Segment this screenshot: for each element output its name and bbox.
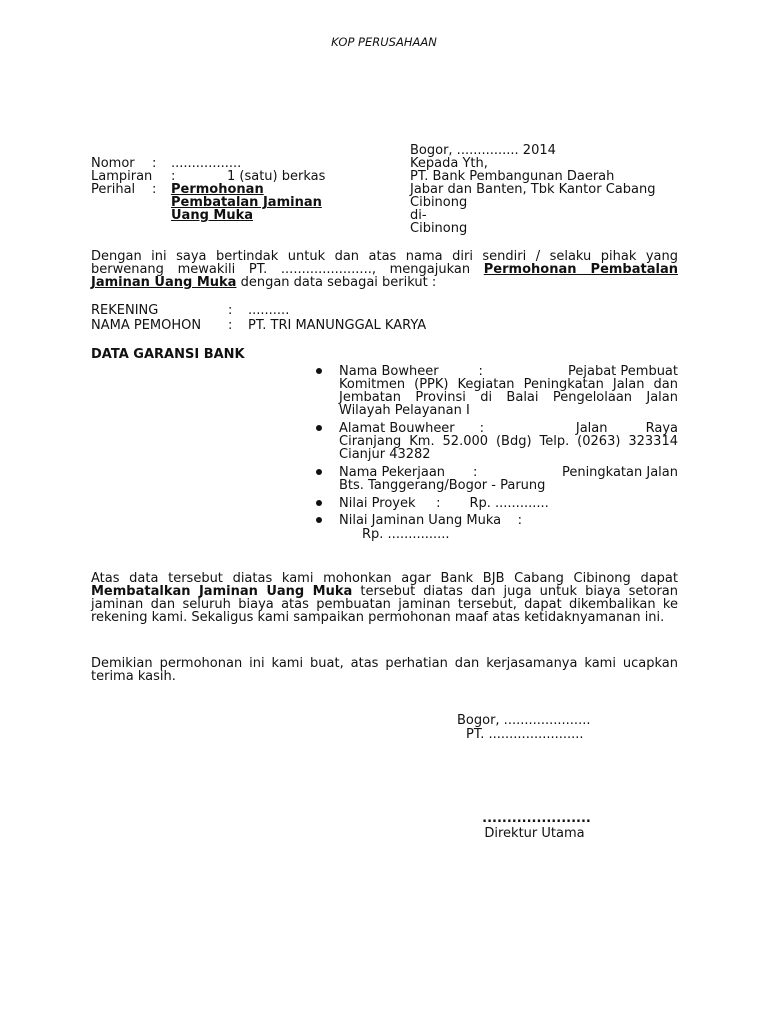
signature-city: Bogor, ..................... xyxy=(457,713,591,728)
intro-subject: Permohonan Pembatalan Jaminan Uang Muka xyxy=(91,262,678,290)
bowheer-separator: : xyxy=(478,364,483,379)
recipient-line: di- xyxy=(410,208,427,223)
request-text-end: tersebut diatas dan juga untuk biaya setoran jaminan dan seluruh biaya atas pembuatan jaminan tersebut, dapat dikembalikan ke rekening kami. Sekaligus kami sampaikan permohonan maaf atas ketidaknyamanan ini. xyxy=(91,584,679,625)
signatory-name: ...................... xyxy=(482,811,591,826)
bowheer-label: Nama Bowheer xyxy=(339,364,439,379)
alamat-value: Ciranjang Km. 52.000 (Bdg) Telp. (0263) 323314 Cianjur 43282 xyxy=(339,434,678,462)
closing-paragraph: Demikian permohonan ini kami buat, atas perhatian dan kerjasamanya kami ucapkan terima kasih. xyxy=(91,656,678,684)
pekerjaan-value-start: Peningkatan Jalan xyxy=(561,465,678,480)
request-paragraph xyxy=(91,572,678,624)
request-action: Membatalkan Jaminan Uang Muka xyxy=(91,584,353,599)
perihal-subject xyxy=(171,183,322,222)
intro-paragraph xyxy=(91,250,678,289)
request-text: Atas data tersebut diatas kami mohonkan agar Bank BJB Cabang Cibinong dapat xyxy=(91,571,678,586)
bullet-icon xyxy=(316,469,322,475)
alamat-value-start: Jalan Raya xyxy=(575,421,678,436)
bullet-icon xyxy=(316,368,322,374)
alamat-label: Alamat Bouwheer xyxy=(339,421,455,436)
nilai-proyek-item: Nilai Proyek : Rp. ............. xyxy=(339,496,549,511)
nilai-jaminan-item: Nilai Jaminan Uang Muka : xyxy=(339,513,523,528)
bullet-icon xyxy=(316,517,322,523)
bowheer-value-start: Pejabat Pembuat xyxy=(568,364,678,379)
bowheer-item xyxy=(339,365,678,417)
lampiran-separator: : xyxy=(171,169,176,184)
nomor-value: ................. xyxy=(171,156,242,171)
section-title: DATA GARANSI BANK xyxy=(91,347,245,362)
perihal-line: Uang Muka xyxy=(171,208,254,223)
signatory-title: Direktur Utama xyxy=(484,826,585,841)
recipient-line: Cibinong xyxy=(410,195,468,210)
recipient-line: Cibinong xyxy=(410,221,468,236)
pekerjaan-separator: : xyxy=(473,465,478,480)
nomor-label: Nomor xyxy=(91,156,135,171)
date-line: Bogor, ............... 2014 xyxy=(410,143,556,158)
pekerjaan-item xyxy=(339,466,678,492)
signature-company: PT. ....................... xyxy=(466,727,584,742)
perihal-separator: : xyxy=(152,182,157,197)
intro-text: Dengan ini saya bertindak untuk dan atas nama diri sendiri / selaku pihak yang berwenang mewakili PT. ......................, mengajukan xyxy=(91,249,678,277)
alamat-separator: : xyxy=(479,421,485,436)
bullet-icon xyxy=(316,500,322,506)
perihal-line: Pembatalan Jaminan xyxy=(171,195,322,210)
bullet-icon xyxy=(316,425,322,431)
alamat-item xyxy=(339,422,678,461)
perihal-label: Perihal xyxy=(91,182,136,197)
pemohon-separator: : xyxy=(228,318,233,333)
intro-text-end: dengan data sebagai berikut : xyxy=(236,275,437,290)
rekening-label: REKENING xyxy=(91,303,159,318)
lampiran-label: Lampiran xyxy=(91,169,153,184)
nilai-jaminan-value: Rp. ............... xyxy=(362,527,450,542)
bowheer-value: Komitmen (PPK) Kegiatan Peningkatan Jalan dan Jembatan Provinsi di Balai Pengelolaan Jalan Wilayah Pelayanan I xyxy=(339,377,678,418)
recipient-line: Kepada Yth, xyxy=(410,156,488,171)
lampiran-value: 1 (satu) berkas xyxy=(227,169,326,184)
rekening-value: .......... xyxy=(248,303,290,318)
rekening-separator: : xyxy=(228,303,233,318)
recipient-line: Jabar dan Banten, Tbk Kantor Cabang xyxy=(410,182,656,197)
nomor-separator: : xyxy=(152,156,157,171)
pemohon-value: PT. TRI MANUNGGAL KARYA xyxy=(248,318,427,333)
recipient-line: PT. Bank Pembangunan Daerah xyxy=(410,169,615,184)
perihal-line: Permohonan xyxy=(171,182,264,197)
pekerjaan-value: Bts. Tanggerang/Bogor - Parung xyxy=(339,478,546,493)
pemohon-label: NAMA PEMOHON xyxy=(91,318,202,333)
pekerjaan-label: Nama Pekerjaan xyxy=(339,465,446,480)
recipient-block xyxy=(410,157,655,235)
letterhead-placeholder: KOP PERUSAHAAN xyxy=(331,35,437,49)
